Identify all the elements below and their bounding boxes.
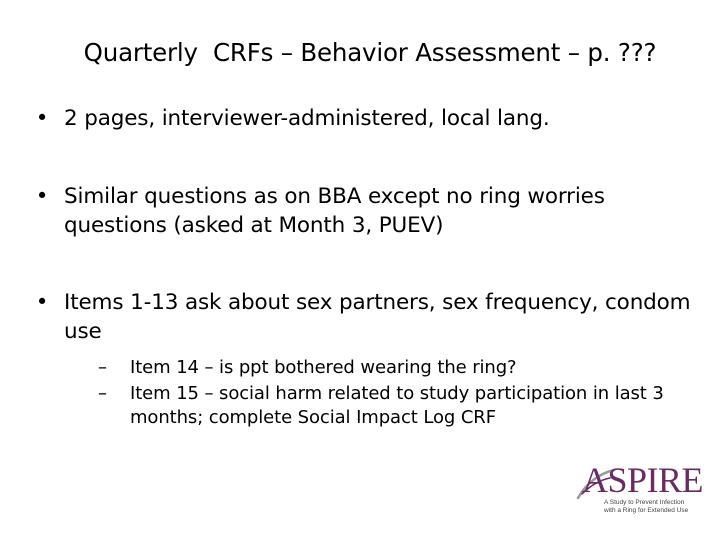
bullet-marker: • [35, 290, 49, 315]
sub-bullet-text: Item 15 – social harm related to study participation in last 3 months; complete Social Impact Log CRF [130, 383, 664, 428]
sub-bullet-marker: – [98, 383, 107, 404]
sub-bullet-item [98, 356, 698, 380]
aspire-logo [576, 460, 704, 524]
bullet-text: Similar questions as on BBA except no ring worries questions (asked at Month 3, PUEV) [64, 184, 605, 238]
bullet-item [35, 182, 698, 240]
slide-title: Quarterly CRFs – Behavior Assessment – p. ??? [83, 38, 657, 67]
bullet-item [35, 288, 698, 346]
sub-bullet-list [38, 356, 698, 430]
bullet-text: Items 1-13 ask about sex partners, sex frequency, condom use [64, 290, 691, 344]
bullet-text: 2 pages, interviewer-administered, local lang. [64, 106, 550, 131]
logo-wordmark: ASPIRE [582, 460, 704, 500]
bullet-marker: • [35, 106, 49, 131]
bullet-marker: • [35, 184, 49, 209]
sub-bullet-text: Item 14 – is ppt bothered wearing the ring? [130, 357, 517, 378]
logo-tagline: A Study to Prevent Infection with a Ring for Extended Use [604, 499, 689, 514]
sub-bullet-item [98, 382, 698, 430]
bullet-item [35, 104, 698, 133]
slide-content [35, 104, 698, 430]
sub-bullet-marker: – [98, 357, 107, 378]
